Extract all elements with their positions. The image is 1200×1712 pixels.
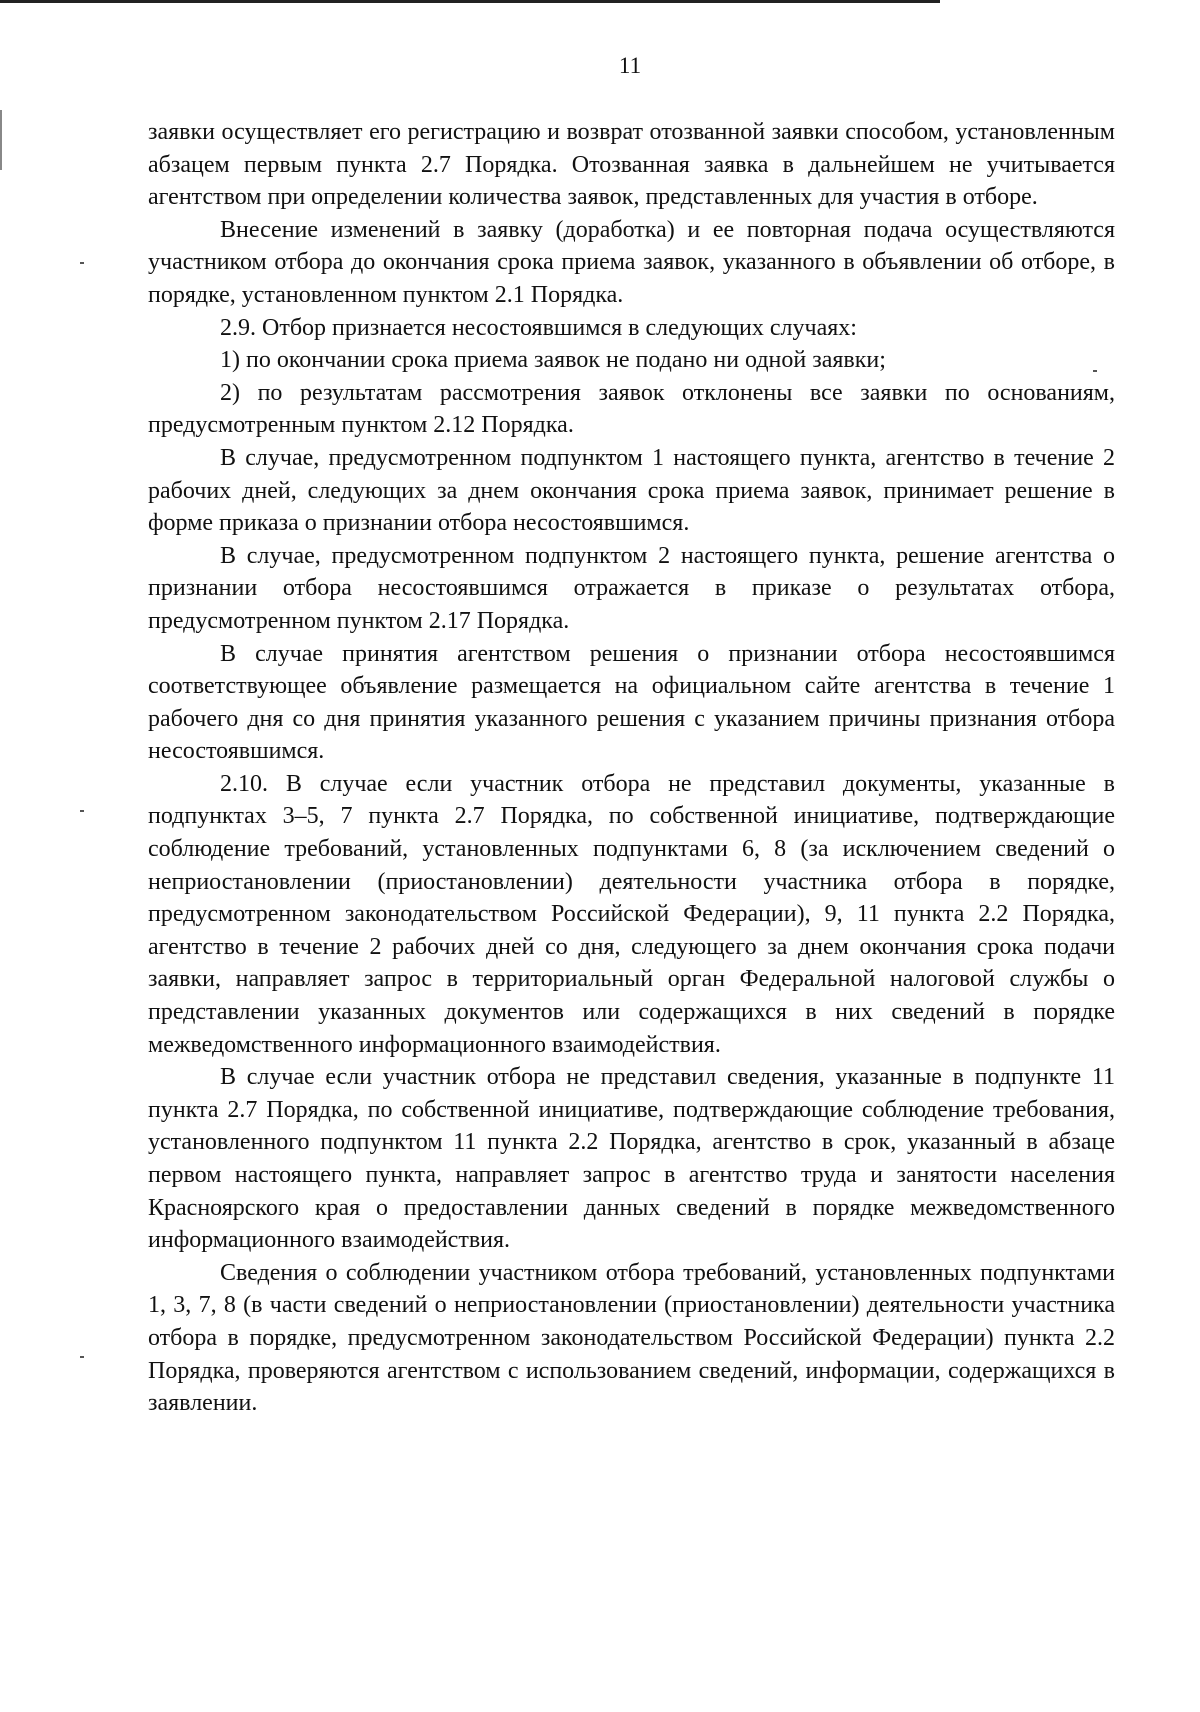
paragraph-announcement: В случае принятия агентством решения о признании отбора несостоявшимся соответствующее объявление размещается на официальном сайте агентства в течение 1 рабочего дня со дня принятия указанного решения с указанием причины признания отбора несостоявшимся. xyxy=(148,640,1115,765)
paragraph-subclause-1: 1) по окончании срока приема заявок не подано ни одной заявки; xyxy=(220,347,886,374)
margin-mark xyxy=(80,810,84,812)
margin-mark xyxy=(80,262,84,264)
left-scan-edge xyxy=(0,110,2,170)
paragraph-subclause-2: 2) по результатам рассмотрения заявок отклонены все заявки по основаниям, предусмотренным пунктом 2.12 Порядка. xyxy=(148,379,1115,439)
top-scan-rule xyxy=(0,0,940,3)
paragraph-clause-2-10: 2.10. В случае если участник отбора не представил документы, указанные в подпунктах 3–5, 7 пункта 2.7 Порядка, по собственной инициативе, подтверждающие соблюдение требований, установленных подпунктами 6, 8 (за исключением сведений о неприостановлении (приостановлении) деятельности участника отбора в порядке, предусмотренном законодательством Российской Федерации), 9, 11 пункта 2.2 Порядка, агентство в течение 2 рабочих дней со дня, следующего за днем окончания срока подачи заявки, направляет запрос в территориальный орган Федеральной налоговой службы о представлении указанных документов или содержащихся в них сведений в порядке межведомственного информационного взаимодействия. xyxy=(148,770,1115,1058)
paragraph-verification: Сведения о соблюдении участником отбора требований, установленных подпунктами 1, 3, 7, 8 (в части сведений о неприостановлении (приостановлении) деятельности участника отбора в порядке, предусмотренном законодательством Российской Федерации) пункта 2.2 Порядка, проверяются агентством с использованием сведений, информации, содержащихся в заявлении. xyxy=(148,1259,1115,1417)
paragraph-clause-2-9: 2.9. Отбор признается несостоявшимся в следующих случаях: xyxy=(220,314,857,341)
document-body xyxy=(148,116,1115,1420)
paragraph-resubmission: Внесение изменений в заявку (доработка) и ее повторная подача осуществляются участником отбора до окончания срока приема заявок, указанного в объявлении об отборе, в порядке, установленном пунктом 2.1 Порядка. xyxy=(148,216,1115,308)
paragraph-case-subclause-1: В случае, предусмотренном подпунктом 1 настоящего пункта, агентство в течение 2 рабочих дней, следующих за днем окончания срока приема заявок, принимает решение в форме приказа о признании отбора несостоявшимся. xyxy=(148,444,1115,537)
paragraph-labor-agency-request: В случае если участник отбора не представил сведения, указанные в подпункте 11 пункта 2.7 Порядка, по собственной инициативе, подтверждающие соблюдение требования, установленного подпунктом 11 пункта 2.2 Порядка, агентство в срок, указанный в абзаце первом настоящего пункта, направляет запрос в агентство труда и занятости населения Красноярского края о предоставлении данных сведений в порядке межведомственного информационного взаимодействия. xyxy=(148,1064,1115,1254)
margin-mark xyxy=(80,1356,84,1358)
page-number: 11 xyxy=(618,53,642,78)
paragraph-case-subclause-2: В случае, предусмотренном подпунктом 2 настоящего пункта, решение агентства о признании отбора несостоявшимся отражается в приказе о результатах отбора, предусмотренном пунктом 2.17 Порядка. xyxy=(148,542,1115,634)
paragraph-continuation: заявки осуществляет его регистрацию и возврат отозванной заявки способом, установленным абзацем первым пункта 2.7 Порядка. Отозванная заявка в дальнейшем не учитывается агентством при определении количества заявок, представленных для участия в отборе. xyxy=(148,119,1115,211)
